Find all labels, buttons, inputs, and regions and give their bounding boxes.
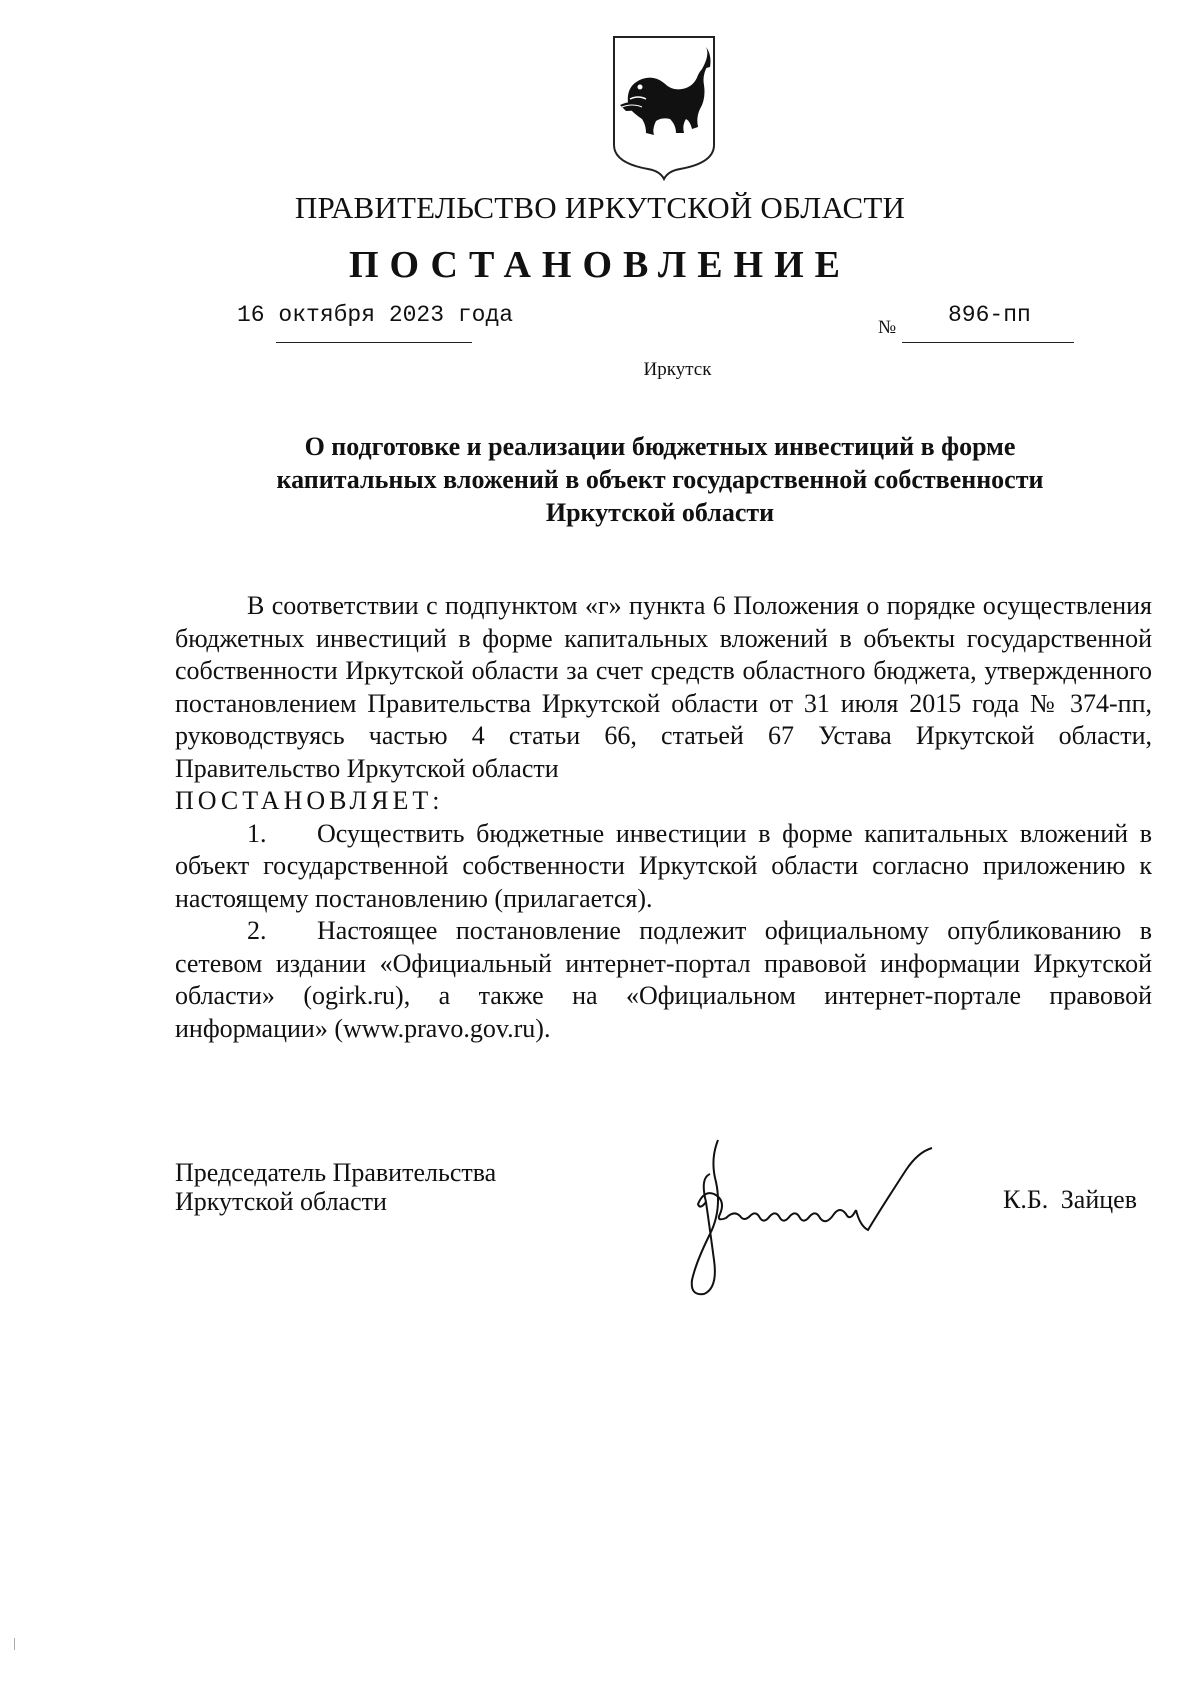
preamble-paragraph: В соответствии с подпунктом «г» пункта 6 Положения о порядке осуществления бюджетных инвестиций в форме капитальных вложений в объекты государственной собственности Иркутской области за счет средств областного бюджета, утвержденного постановлением Правительства Иркутской области от 31 июля 2015 года № 374-пп, руководствуясь частью 4 статьи 66, статьей 67 Устава Иркутской области, Правительство Иркутской области bbox=[175, 591, 1152, 783]
signer-role-line: Иркутской области bbox=[175, 1187, 387, 1216]
signer-name: К.Б. Зайцев bbox=[1003, 1185, 1137, 1214]
subject-line: Иркутской области bbox=[545, 498, 775, 527]
coat-of-arms-icon bbox=[610, 33, 718, 181]
signer-role-line: Председатель Правительства bbox=[175, 1158, 497, 1187]
document-number: 896-пп bbox=[948, 302, 1031, 328]
document-body bbox=[175, 590, 1152, 1045]
item-number: 2. bbox=[247, 916, 267, 945]
item-text: Настоящее постановление подлежит официальному опубликованию в сетевом издании «Официальный интернет-портал правовой информации Иркутской области» (ogirk.ru), а также на «Официальном интернет-портале правовой информации» (www.pravo.gov.ru). bbox=[175, 916, 1152, 1043]
government-title: ПРАВИТЕЛЬСТВО ИРКУТСКОЙ ОБЛАСТИ bbox=[294, 190, 906, 225]
number-underline bbox=[902, 342, 1074, 343]
decree-word: ПОСТАНОВЛЯЕТ: bbox=[175, 786, 444, 815]
document-subject bbox=[200, 430, 1120, 529]
scan-artifact bbox=[14, 1638, 15, 1650]
item-text: Осуществить бюджетные инвестиции в форме капитальных вложений в объект государственной собственности Иркутской области согласно приложению к настоящему постановлению (прилагается). bbox=[175, 818, 1152, 913]
subject-line: капитальных вложений в объект государственной собственности bbox=[276, 465, 1044, 494]
handwritten-signature bbox=[670, 1130, 970, 1300]
decree-item bbox=[175, 818, 1152, 916]
decree-item bbox=[175, 915, 1152, 1045]
document-city: Иркутск bbox=[643, 359, 712, 380]
signer-role bbox=[175, 1158, 595, 1216]
subject-line: О подготовке и реализации бюджетных инвестиций в форме bbox=[304, 432, 1016, 461]
date-underline bbox=[276, 342, 472, 343]
number-sign: № bbox=[878, 317, 897, 338]
document-date: 16 октября 2023 года bbox=[237, 302, 514, 328]
item-number: 1. bbox=[247, 818, 267, 848]
document-type: ПОСТАНОВЛЕНИЕ bbox=[348, 244, 852, 286]
